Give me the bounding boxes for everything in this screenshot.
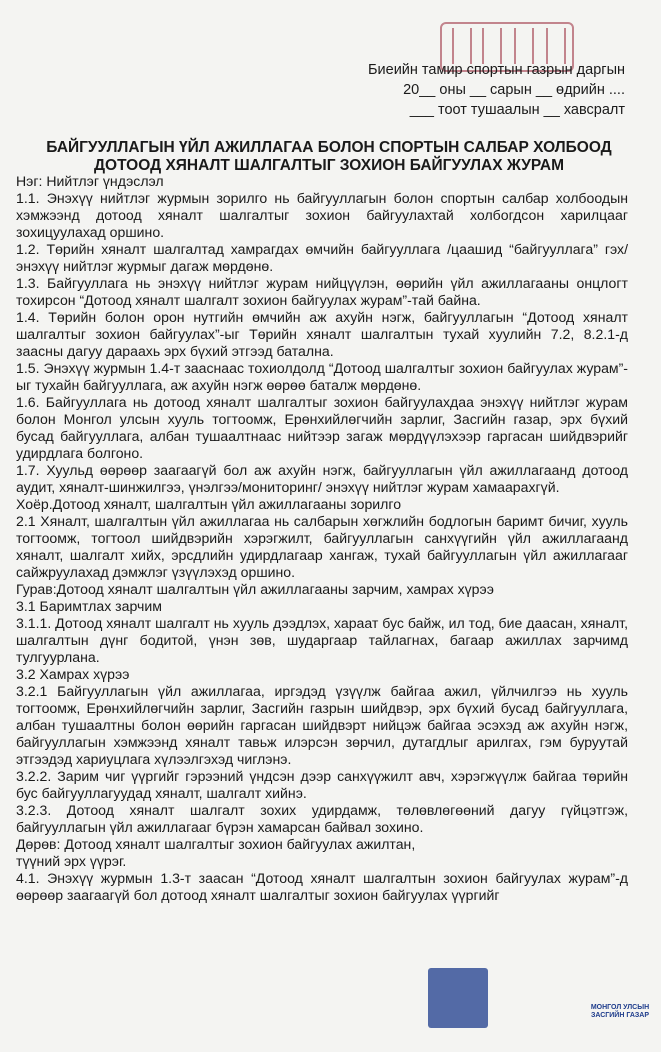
document-body [16,173,628,904]
section-heading: Дөрөв: Дотоод хяналт шалгалтыг зохион байгуулах ажилтан, [16,836,416,852]
approval-line-3: ___ тоот тушаалын __ хавсралт [409,102,625,118]
section-heading: 3.2 Хамрах хүрээ [16,666,130,682]
stamp-label: МОНГОЛ УЛСЫН ЗАСГИЙН ГАЗАР [590,1004,650,1019]
paragraph: 1.7. Хуульд өөрөөр заагаагүй бол аж ахуйн нэгж, байгууллагын үйл ажиллагаанд дотоод аудит, хяналт-шинжилгээ, үнэлгээ/мониторинг/ энэхүү нийтлэг журам хамаарахгүй. [16,462,628,495]
paragraph: 1.1. Энэхүү нийтлэг журмын зорилго нь байгууллагын болон спортын салбар холбоодын хэмжээнд дотоод хяналт шалгалтыг зохион байгуулахтай холбогдсон харилцааг зохицуулахад оршино. [16,190,628,240]
paragraph: 1.4. Төрийн болон орон нутгийн өмчийн аж ахуйн нэгж, байгууллагын “Дотоод хяналт шалгалтыг зохион байгуулах”-ыг Төрийн хяналт шалгалтын тухай хуулийн 7.2, 8.2.1-д заасны дагуу дараахь эрх бүхий этгээд батална. [16,309,628,359]
approval-block [368,60,625,120]
paragraph: 1.3. Байгууллага нь энэхүү нийтлэг журам нийцүүлэн, өөрийн үйл ажиллагааны онцлогт тохирсон “Дотоод хяналт шалгалт зохион байгуулах журам”-тай байна. [16,275,628,308]
document-title: БАЙГУУЛЛАГЫН ҮЙЛ АЖИЛЛАГАА БОЛОН СПОРТЫН САЛБАР ХОЛБООД ДОТООД ХЯНАЛТ ШАЛГАЛТЫГ ЗОХИОН БАЙГУУЛАХ ЖУРАМ [46,139,612,174]
paragraph: 3.2.2. Зарим чиг үүргийг гэрээний үндсэн дээр санхүүжилт авч, хэрэгжүүлж байгаа төрийн бус байгууллагуудад хяналт, шалгалт хийнэ. [16,768,628,801]
stamp-image [428,968,488,1028]
section-heading: 3.1 Баримтлах зарчим [16,598,162,614]
paragraph: 2.1 Хяналт, шалгалтын үйл ажиллагаа нь салбарын хөгжлийн бодлогын баримт бичиг, хууль тогтоомж, тогтоол шийдвэрийн хэрэгжилт, байгууллагын санхүүгийн үйл ажиллагаанд хяналт, шалгалт хийх, эрсдлийн удирдлагаар хангаж, тухай байгууллагын үйл ажиллагааг сайжруулахад дэмжлэг үзүүлэхэд оршино. [16,513,628,580]
paragraph: 4.1. Энэхүү журмын 1.3-т заасан “Дотоод хяналт шалгалтын зохион байгуулах журам”-д өөрөөр заагаагүй бол дотоод хяналт шалгалтыг зохион байгуулах үүргийг [16,870,628,903]
paragraph: 3.2.3. Дотоод хяналт шалгалт зохих удирдамж, төлөвлөгөөний дагуу гүйцэтгэж, байгууллагын үйл ажиллагааг бүрэн хамарсан байвал зохино. [16,802,628,835]
approval-line-2: 20__ оны __ сарын __ өдрийн .... [403,82,625,98]
paragraph: 1.2. Төрийн хяналт шалгалтад хамрагдах өмчийн байгууллага /цаашид “байгууллага” гэх/ энэхүү нийтлэг журмыг дагаж мөрдөнө. [16,241,628,274]
section-heading: түүний эрх үүрэг. [16,853,127,869]
section-heading: Нэг: Нийтлэг үндэслэл [16,173,164,189]
approval-line-1: Биеийн тамир спортын газрын даргын [368,62,625,78]
paragraph: 3.2.1 Байгууллагын үйл ажиллагаа, иргэдэд үзүүлж байгаа ажил, үйлчилгээ нь хууль тогтоомж, Ерөнхийлөгчийн зарлиг, Засгийн газрын шийдвэр, эрх бүхий бусад байгууллага, албан тушаалтны болон өөрийн гаргасан шийдвэрт нийцэж байгаа эсэхэд аж ахуйн нэгж, байгууллагын хэмжээнд хяналт тавьж илэрсэн зөрчил, дутагдлыг арилгах, гэм буруутай этгээдэд хариуцлага хүлээлгэхэд чиглэнэ. [16,683,628,767]
paragraph: 1.6. Байгууллага нь дотоод хяналт шалгалтыг зохион байгуулахдаа энэхүү нийтлэг журам болон Монгол улсын хууль тогтоомж, Ерөнхийлөгчийн зарлиг, Засгийн газар, эрх бүхий бусад байгууллага, албан тушаалтнаас нийтээр загаж мөрдүүлэхээр гаргасан шийдвэрийг удирдлага болгоно. [16,394,628,461]
section-heading: Хоёр.Дотоод хяналт, шалгалтын үйл ажиллагааны зорилго [16,496,402,512]
paragraph: 1.5. Энэхүү журмын 1.4-т зааснаас тохиолдолд “Дотоод шалгалтыг зохион байгуулах журам”-ыг тухайн байгууллага, аж ахуйн нэгж өөрөө баталж мөрдөнө. [16,360,628,393]
paragraph: 3.1.1. Дотоод хяналт шалгалт нь хууль дээдлэх, хараат бус байж, ил тод, бие даасан, хяналт, шалгалтын дүнг бодитой, үнэн зөв, шударгаар тайлагнах, багаар ажиллах зарчимд тулгуурлана. [16,615,628,665]
section-heading: Гурав:Дотоод хяналт шалгалтын үйл ажиллагааны зарчим, хамрах хүрээ [16,581,494,597]
